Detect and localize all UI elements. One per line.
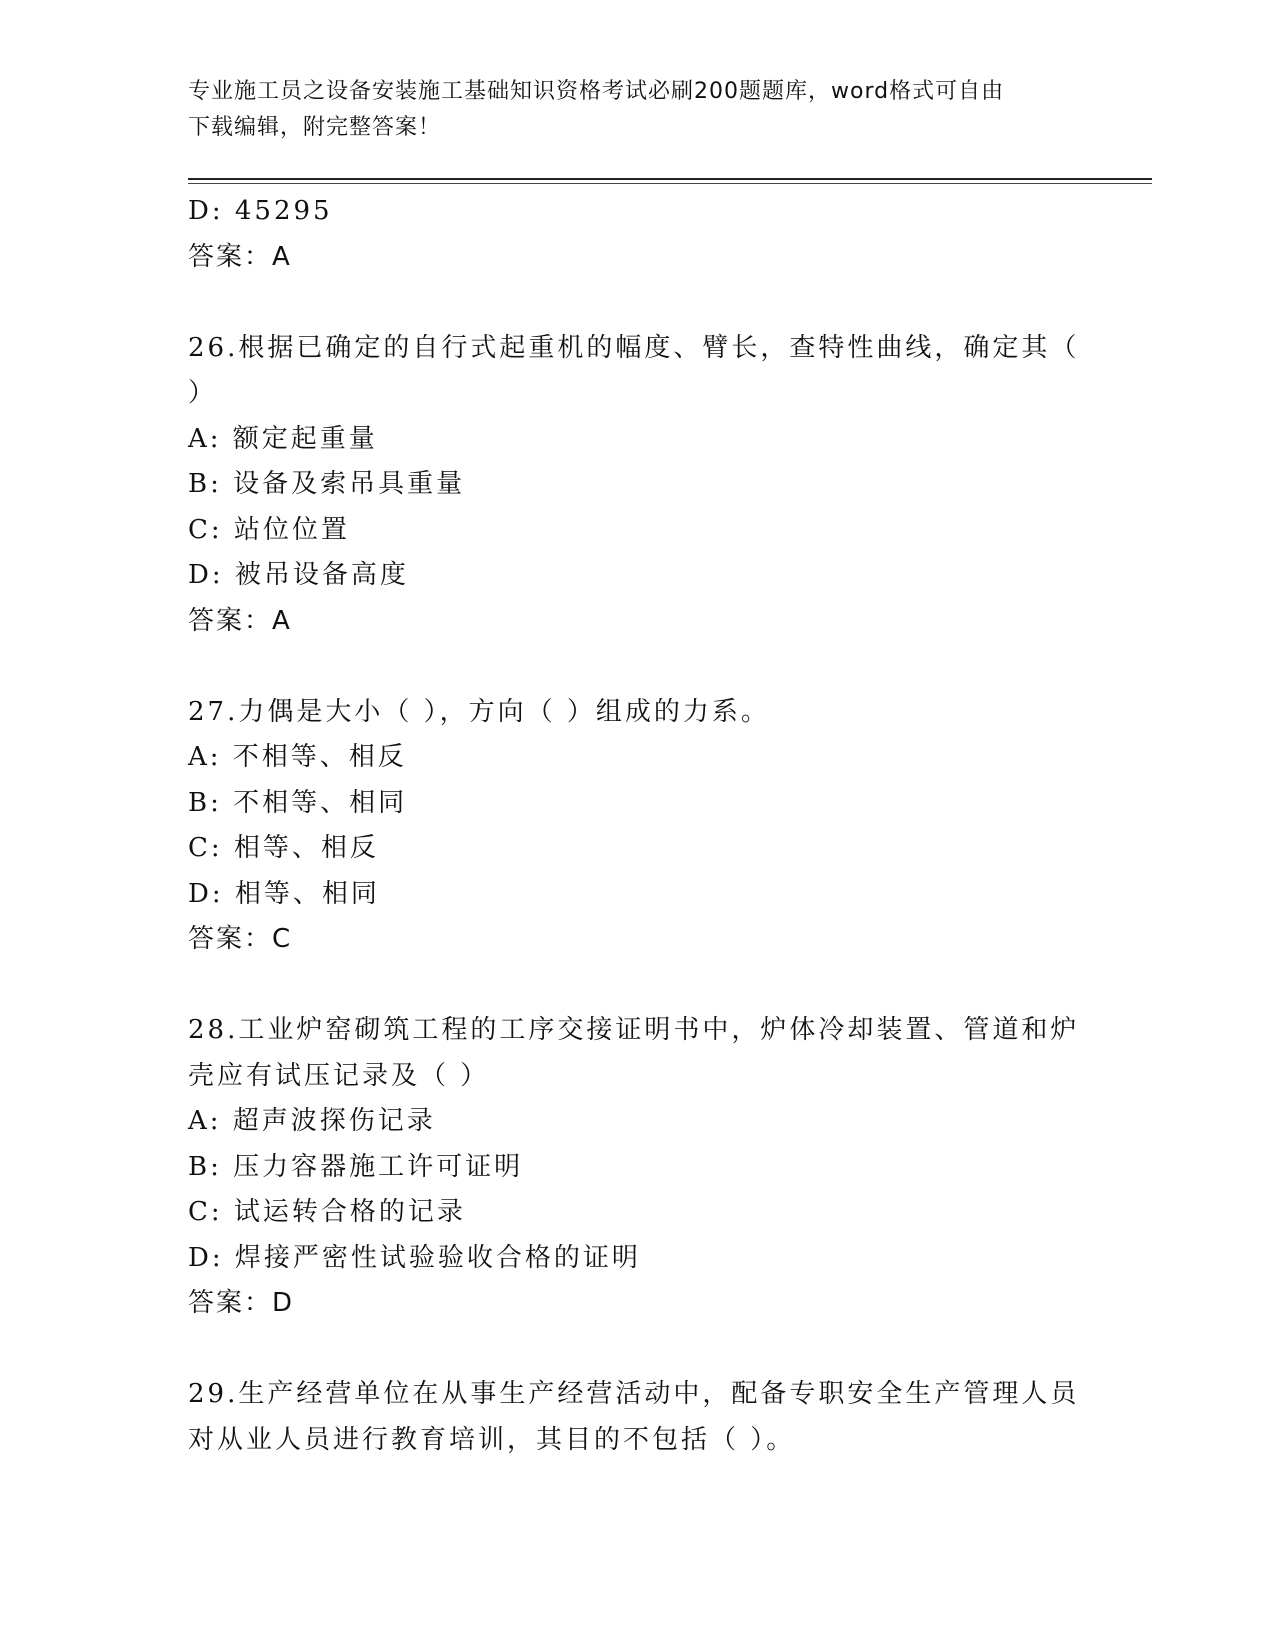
answer-line: 答案：D [188,1288,295,1318]
question-26 [188,326,1088,645]
question-stem-line-1: 26.根据已确定的自行式起重机的幅度、臂长，查特性曲线，确定其（ [188,332,1080,363]
option-c: C: 站位位置 [188,514,350,545]
option-c: C: 试运转合格的记录 [188,1197,466,1227]
option-d: D: 焊接严密性试验验收合格的证明 [188,1242,641,1273]
option-b: B: 压力容器施工许可证明 [188,1151,524,1182]
question-stem-line-1: 29.生产经营单位在从事生产经营活动中，配备专职安全生产管理人员 [188,1379,1080,1409]
option-a: A: 不相等、相反 [188,742,407,772]
document-header [188,74,1088,146]
header-divider-thick [188,178,1152,180]
header-title-line-1: 专业施工员之设备安装施工基础知识资格考试必刷200题题库，word格式可自由 [188,79,1005,104]
question-stem-line-1: 28.工业炉窑砌筑工程的工序交接证明书中，炉体冷却装置、管道和炉 [188,1015,1080,1045]
answer-line: 答案：A [188,605,292,636]
question-stem-line-2: 壳应有试压记录及（ ） [188,1060,490,1091]
option-d: D: 相等、相同 [188,878,380,909]
question-29 [188,1372,1088,1463]
document-body [188,189,1088,1463]
option-c: C: 相等、相反 [188,833,379,863]
spacer [188,1327,1088,1373]
spacer [188,644,1088,690]
spacer [188,280,1088,326]
answer-line: 答案：A [188,241,292,272]
option-a: A: 额定起重量 [188,423,378,454]
option-b: B: 不相等、相同 [188,787,408,818]
option-d: D: 被吊设备高度 [188,560,409,590]
question-25-tail [188,189,1088,280]
question-stem-line-2: 对从业人员进行教育培训，其目的不包括（ ）。 [188,1424,796,1455]
answer-line: 答案：C [188,924,293,954]
option-b: B: 设备及索吊具重量 [188,469,466,499]
header-divider-thin [188,183,1152,184]
header-title-line-2: 下载编辑，附完整答案！ [188,115,442,140]
question-28 [188,1008,1088,1327]
question-stem-line-1: 27.力偶是大小（ ），方向（ ）组成的力系。 [188,696,770,727]
question-stem-line-2: ） [188,378,218,408]
option-a: A: 超声波探伤记录 [188,1106,436,1136]
question-27 [188,690,1088,963]
spacer [188,963,1088,1009]
option-d: D: 45295 [188,196,333,226]
